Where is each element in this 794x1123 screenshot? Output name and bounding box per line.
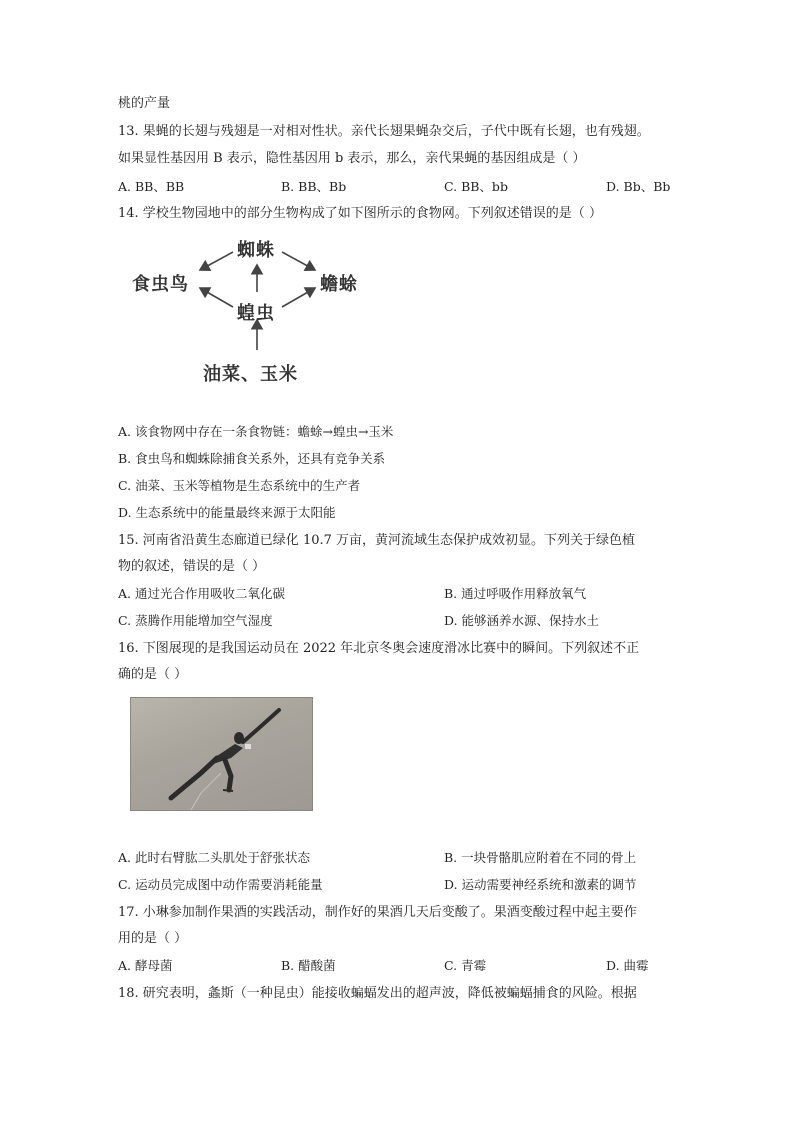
q13-option-b: B. BB、Bb <box>281 179 347 194</box>
q13-option-d: D. Bb、Bb <box>606 179 671 194</box>
q15-option-c: C. 蒸腾作用能增加空气湿度 <box>118 613 273 628</box>
question-13-line2: 如果显性基因用 B 表示，隐性基因用 b 表示，那么，亲代果蝇的基因组成是（ ） <box>118 151 586 166</box>
question-16-line2: 确的是（ ） <box>118 667 188 682</box>
question-18: 18. 研究表明，螽斯（一种昆虫）能接收蝙蝠发出的超声波，降低被蝙蝠捕食的风险。根据 <box>118 986 637 1001</box>
text-line: 桃的产量 <box>118 96 171 111</box>
q16-option-b: B. 一块骨骼肌应附着在不同的骨上 <box>444 850 637 865</box>
q17-option-c: C. 青霉 <box>444 958 487 973</box>
q14-option-d: D. 生态系统中的能量最终来源于太阳能 <box>118 505 336 520</box>
food-web-node-toad: 蟾蜍 <box>320 274 358 295</box>
food-web-node-locust: 蝗虫 <box>237 303 275 324</box>
skater-figure <box>131 698 312 810</box>
food-web-diagram <box>120 232 380 387</box>
q17-option-b: B. 醋酸菌 <box>281 958 336 973</box>
question-17-line2: 用的是（ ） <box>118 931 188 946</box>
question-14: 14. 学校生物园地中的部分生物构成了如下图所示的食物网。下列叙述错误的是（ ） <box>118 206 602 221</box>
food-web-node-plants: 油菜、玉米 <box>203 364 298 385</box>
q16-option-c: C. 运动员完成图中动作需要消耗能量 <box>118 877 323 892</box>
q15-option-b: B. 通过呼吸作用释放氧气 <box>444 586 587 601</box>
question-15-line1: 15. 河南省沿黄生态廊道已绿化 10.7 万亩，黄河流域生态保护成效初显。下列关于绿色植 <box>118 533 636 548</box>
question-16-line1: 16. 下图展现的是我国运动员在 2022 年北京冬奥会速度滑冰比赛中的瞬间。下列叙述不正 <box>118 641 640 656</box>
q13-option-a: A. BB、BB <box>118 179 185 194</box>
q13-option-c: C. BB、bb <box>444 179 508 194</box>
q16-option-d: D. 运动需要神经系统和激素的调节 <box>444 877 637 892</box>
food-web-node-bird: 食虫鸟 <box>132 274 189 295</box>
question-13-line1: 13. 果蝇的长翅与残翅是一对相对性状。亲代长翅果蝇杂交后，子代中既有长翅，也有残翅。 <box>118 124 650 139</box>
speed-skater-photo <box>130 697 313 811</box>
q17-option-d: D. 曲霉 <box>606 958 649 973</box>
food-web-node-spider: 蜘蛛 <box>237 240 275 261</box>
q14-option-c: C. 油菜、玉米等植物是生态系统中的生产者 <box>118 478 361 493</box>
q15-option-d: D. 能够涵养水源、保持水土 <box>444 613 600 628</box>
q17-option-a: A. 酵母菌 <box>118 958 173 973</box>
q14-option-b: B. 食虫鸟和蜘蛛除捕食关系外，还具有竞争关系 <box>118 451 386 466</box>
q14-option-a: A. 该食物网中存在一条食物链：蟾蜍→蝗虫→玉米 <box>118 424 394 439</box>
question-15-line2: 物的叙述，错误的是（ ） <box>118 559 266 574</box>
question-17-line1: 17. 小琳参加制作果酒的实践活动，制作好的果酒几天后变酸了。果酒变酸过程中起主要作 <box>118 905 637 920</box>
q15-option-a: A. 通过光合作用吸收二氧化碳 <box>118 586 285 601</box>
q16-option-a: A. 此时右臂肱二头肌处于舒张状态 <box>118 850 310 865</box>
